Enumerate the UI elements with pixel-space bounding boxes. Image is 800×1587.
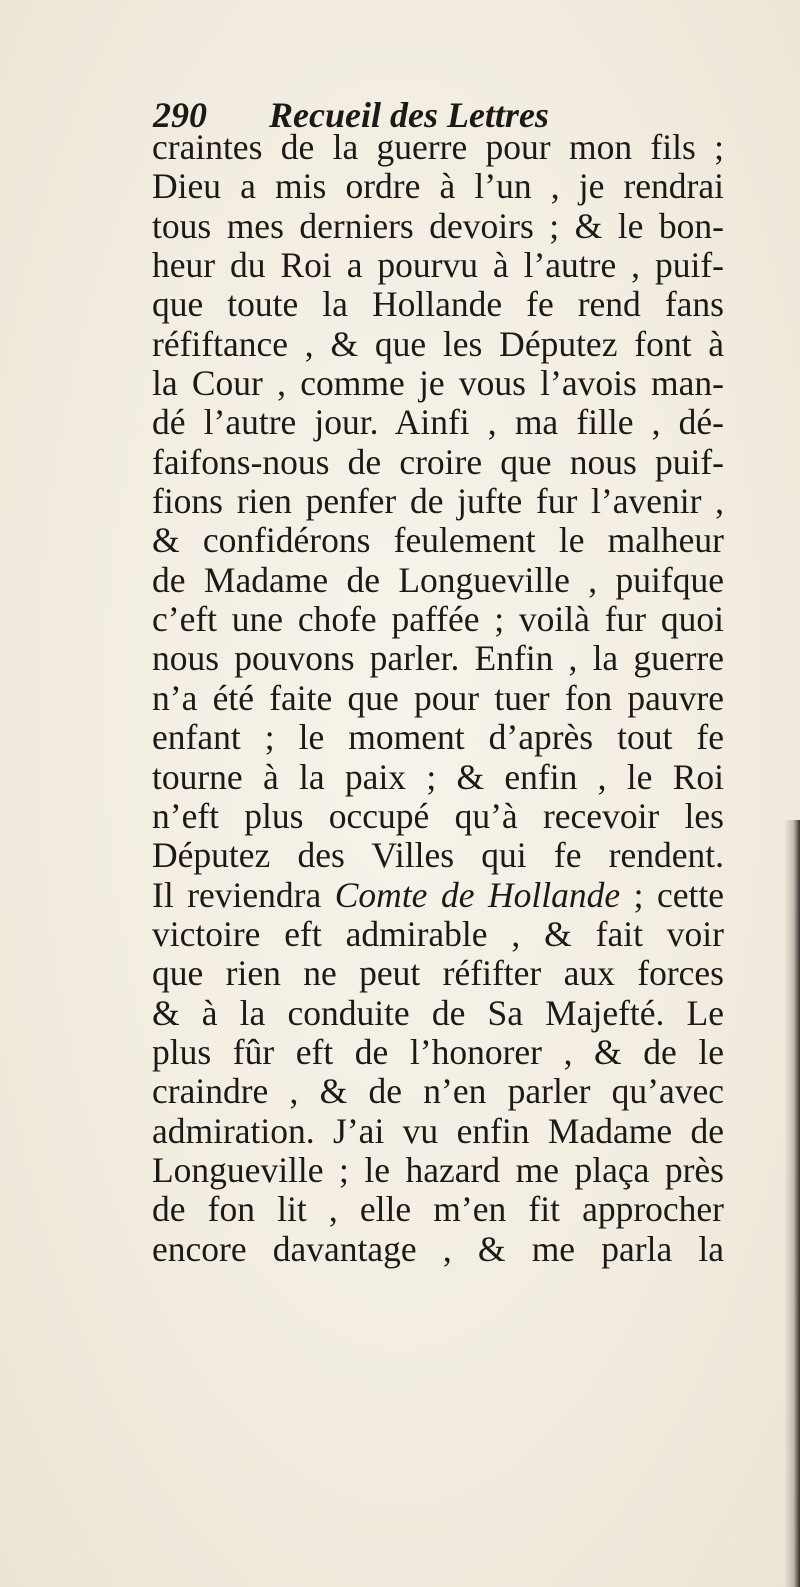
- text-line: heur du Roi a pourvu à l’autre , puif-: [152, 245, 724, 286]
- text-line: tous mes derniers devoirs ; & le bon-: [152, 205, 724, 246]
- text-line: craintes de la guerre pour mon fils ;: [152, 127, 724, 167]
- text-line: n’eft plus occupé qu’à recevoir les: [152, 795, 724, 836]
- text-line: dé l’autre jour. Ainfi , ma fille , dé-: [152, 402, 724, 443]
- text-line: réfiftance , & que les Députez font à: [152, 323, 724, 364]
- text-line: fions rien penfer de jufte fur l’avenir ,: [152, 481, 724, 522]
- text-line: nous pouvons parler. Enfin , la guerre: [152, 638, 724, 679]
- text-line: que toute la Hollande fe rend fans: [152, 284, 724, 325]
- text-line-with-italic: [152, 876, 724, 915]
- text-line: & à la conduite de Sa Majefté. Le: [152, 992, 724, 1033]
- text-line: que rien ne peut réfifter aux forces: [152, 953, 724, 994]
- page-edge-shadow: [784, 820, 800, 1587]
- text-line: tourne à la paix ; & enfin , le Roi: [152, 756, 724, 797]
- text-line: craindre , & de n’en parler qu’avec: [152, 1071, 724, 1112]
- text-line: Longueville ; le hazard me plaça près: [152, 1149, 724, 1190]
- text-line: admiration. J’ai vu enfin Madame de: [152, 1110, 724, 1151]
- text-line: & confidérons feulement le malheur: [152, 520, 724, 561]
- text-line: Députez des Villes qui fe rendent.: [152, 835, 724, 876]
- text-line: plus fûr eft de l’honorer , & de le: [152, 1031, 724, 1072]
- running-title: Recueil des Lettres: [269, 95, 549, 135]
- text-line: Dieu a mis ordre à l’un , je rendrai: [152, 166, 724, 207]
- text-line: victoire eft admirable , & fait voir: [152, 913, 724, 954]
- text-line: de fon lit , elle m’en fit approcher: [152, 1189, 724, 1230]
- text-line: n’a été faite que pour tuer fon pauvre: [152, 677, 724, 718]
- text-segment: Il reviendra: [152, 874, 335, 915]
- text-line: faifons-nous de croire que nous puif-: [152, 441, 724, 482]
- letter-body: [152, 128, 724, 1269]
- text-line: la Cour , comme je vous l’avois man-: [152, 363, 724, 404]
- text-line: encore davantage , & me parla la: [152, 1228, 724, 1269]
- text-line: de Madame de Longueville , puifque: [152, 559, 724, 600]
- text-line: enfant ; le moment d’après tout fe: [152, 717, 724, 758]
- page-number: 290: [153, 95, 207, 135]
- text-segment: ; cette: [620, 874, 725, 915]
- text-line: c’eft une chofe paffée ; voilà fur quoi: [152, 599, 724, 640]
- italic-title: Comte de Hollande: [334, 874, 621, 915]
